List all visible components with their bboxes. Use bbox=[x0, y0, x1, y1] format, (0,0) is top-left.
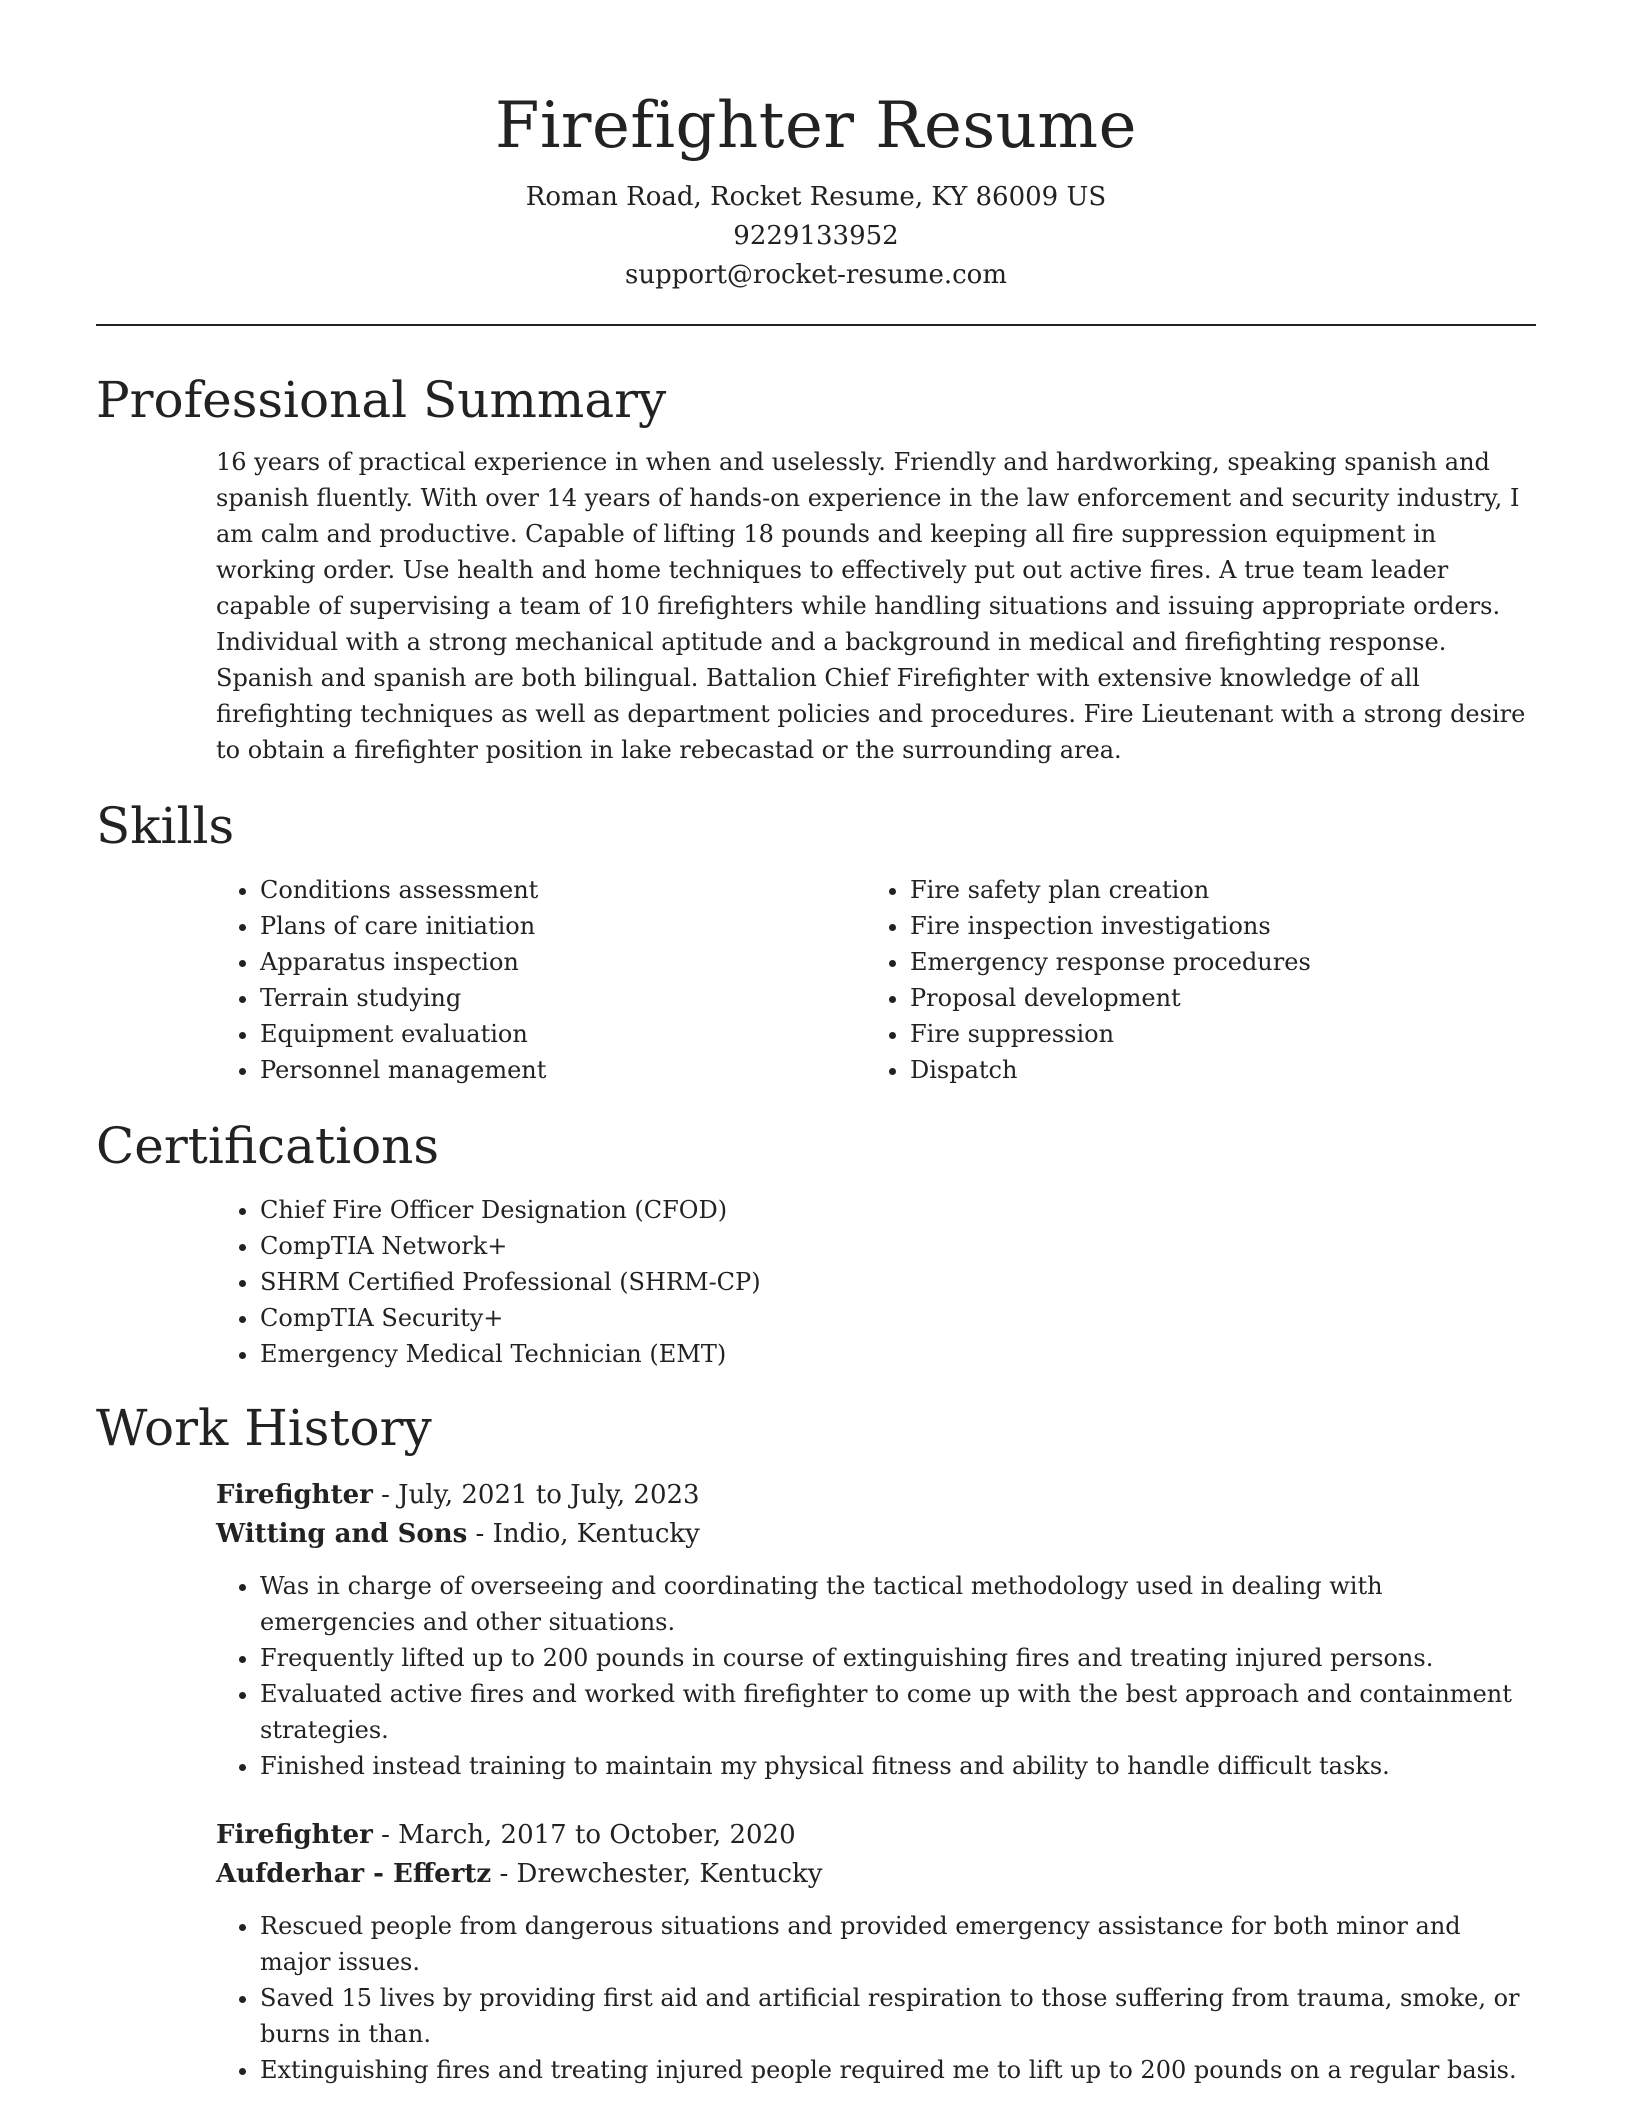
job-duty: • Extinguishing fires and treating injured people required me to lift up to 200 pounds on a regular basis. bbox=[260, 2052, 1536, 2088]
job-title-line bbox=[216, 1476, 1536, 1515]
work-history-heading: Work History bbox=[96, 1399, 432, 1457]
job-duties bbox=[216, 1908, 1536, 2088]
job-company-line bbox=[216, 1855, 1536, 1894]
job-separator: - bbox=[372, 1820, 399, 1850]
certifications-heading: Certifications bbox=[96, 1117, 440, 1175]
job-company: Witting and Sons bbox=[216, 1519, 468, 1549]
job-title-line bbox=[216, 1816, 1536, 1855]
job-company-line bbox=[216, 1515, 1536, 1554]
certifications-section bbox=[96, 1116, 1536, 1372]
certification-item: • Chief Fire Officer Designation (CFOD) bbox=[260, 1192, 1536, 1228]
job-duty: • Rescued people from dangerous situations and provided emergency assistance for both minor and major issues. bbox=[260, 1908, 1536, 1980]
skills-column-left bbox=[216, 872, 866, 1088]
job-dates: July, 2021 to July, 2023 bbox=[398, 1480, 700, 1510]
skills-section bbox=[96, 796, 1536, 1088]
certifications-list bbox=[216, 1192, 1536, 1372]
job-duties bbox=[216, 1568, 1536, 1784]
job-duty: • Saved 15 lives by providing first aid and artificial respiration to those suffering from trauma, smoke, or burns in than. bbox=[260, 1980, 1536, 2052]
job-separator: - bbox=[372, 1480, 399, 1510]
resume-header bbox=[96, 0, 1536, 295]
certification-item: • Emergency Medical Technician (EMT) bbox=[260, 1336, 1536, 1372]
work-history-section bbox=[96, 1398, 1536, 2088]
job-entry bbox=[216, 1816, 1536, 2088]
summary-text: 16 years of practical experience in when and uselessly. Friendly and hardworking, speaking spanish and spanish fluently. With over 14 years of hands-on experience in the law enforcement and security industry, I am calm and productive. Capable of lifting 18 pounds and keeping all fire suppression equipment in working order. Use health and home techniques to effectively put out active fires. A true team leader capable of supervising a team of 10 firefighters while handling situations and issuing appropriate orders. Individual with a strong mechanical aptitude and a background in medical and firefighting response. Spanish and spanish are both bilingual. Battalion Chief Firefighter with extensive knowledge of all firefighting techniques as well as department policies and procedures. Fire Lieutenant with a strong desire to obtain a firefighter position in lake rebecastad or the surrounding area. bbox=[216, 448, 1526, 764]
job-company: Aufderhar - Effertz bbox=[216, 1859, 492, 1889]
job-duty: • Evaluated active fires and worked with firefighter to come up with the best approach and containment strategies. bbox=[260, 1676, 1536, 1748]
certification-item: • CompTIA Network+ bbox=[260, 1228, 1536, 1264]
contact-email: support@rocket-resume.com bbox=[624, 260, 1007, 290]
resume-title: Firefighter Resume bbox=[495, 89, 1137, 163]
skill-item: • Fire inspection investigations bbox=[910, 908, 1516, 944]
job-title: Firefighter bbox=[216, 1480, 373, 1510]
contact-address: Roman Road, Rocket Resume, KY 86009 US bbox=[525, 182, 1107, 212]
job-separator: - bbox=[491, 1859, 517, 1889]
certification-item: • SHRM Certified Professional (SHRM-CP) bbox=[260, 1264, 1536, 1300]
summary-heading: Professional Summary bbox=[96, 371, 667, 429]
job-title: Firefighter bbox=[216, 1820, 373, 1850]
job-duty: • Finished instead training to maintain my physical fitness and ability to handle difficult tasks. bbox=[260, 1748, 1536, 1784]
skill-item: • Emergency response procedures bbox=[910, 944, 1516, 980]
skill-item: • Proposal development bbox=[910, 980, 1516, 1016]
summary-section bbox=[96, 370, 1536, 768]
header-divider bbox=[96, 324, 1536, 326]
skill-item: • Dispatch bbox=[910, 1052, 1516, 1088]
contact-block bbox=[96, 178, 1536, 295]
skill-item: • Terrain studying bbox=[260, 980, 866, 1016]
skill-item: • Equipment evaluation bbox=[260, 1016, 866, 1052]
skill-item: • Plans of care initiation bbox=[260, 908, 866, 944]
skill-item: • Conditions assessment bbox=[260, 872, 866, 908]
job-duty: • Was in charge of overseeing and coordinating the tactical methodology used in dealing with emergencies and other situations. bbox=[260, 1568, 1536, 1640]
job-location: Indio, Kentucky bbox=[492, 1519, 700, 1549]
skills-heading: Skills bbox=[96, 797, 235, 855]
skill-item: • Personnel management bbox=[260, 1052, 866, 1088]
certification-item: • CompTIA Security+ bbox=[260, 1300, 1536, 1336]
contact-phone: 9229133952 bbox=[733, 221, 899, 251]
skill-item: • Fire safety plan creation bbox=[910, 872, 1516, 908]
job-separator: - bbox=[467, 1519, 493, 1549]
resume-page bbox=[96, 0, 1536, 2088]
job-duty: • Frequently lifted up to 200 pounds in course of extinguishing fires and treating injured persons. bbox=[260, 1640, 1536, 1676]
skill-item: • Fire suppression bbox=[910, 1016, 1516, 1052]
job-dates: March, 2017 to October, 2020 bbox=[398, 1820, 796, 1850]
job-entry bbox=[216, 1476, 1536, 1784]
skills-column-right bbox=[866, 872, 1516, 1088]
job-location: Drewchester, Kentucky bbox=[516, 1859, 823, 1889]
skill-item: • Apparatus inspection bbox=[260, 944, 866, 980]
